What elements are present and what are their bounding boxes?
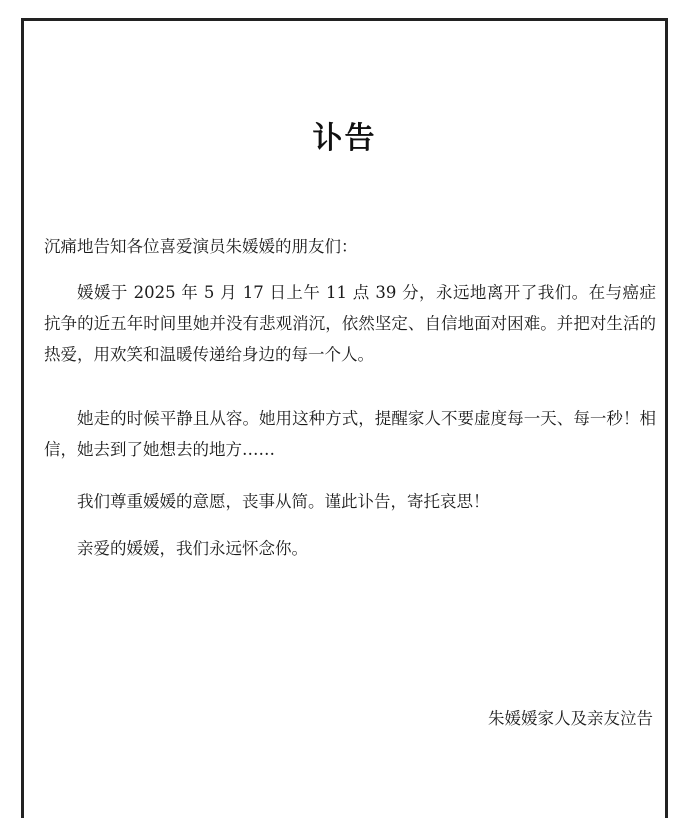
paragraph-4: 亲爱的媛媛，我们永远怀念你。: [77, 539, 308, 558]
paragraph-2: 她走的时候平静且从容。她用这种方式，提醒家人不要虚度每一天、每一秒！相信，她去到了她想去的地方……: [44, 409, 656, 459]
salutation: 沉痛地告知各位喜爱演员朱媛媛的朋友们：: [44, 237, 358, 256]
page-title: 讣告: [312, 121, 377, 156]
document-page: [21, 18, 668, 818]
signature: 朱媛媛家人及亲友泣告: [488, 709, 653, 728]
paragraph-1: 媛媛于 2025 年 5 月 17 日上午 11 点 39 分，永远地离开了我们。在与癌症抗争的近五年时间里她并没有悲观消沉，依然坚定、自信地面对困难。并把对生活的热爱，用欢笑和温暖传递给身边的每一个人。: [44, 283, 656, 364]
paragraph-3: 我们尊重媛媛的意愿，丧事从简。谨此讣告，寄托哀思！: [77, 492, 490, 511]
